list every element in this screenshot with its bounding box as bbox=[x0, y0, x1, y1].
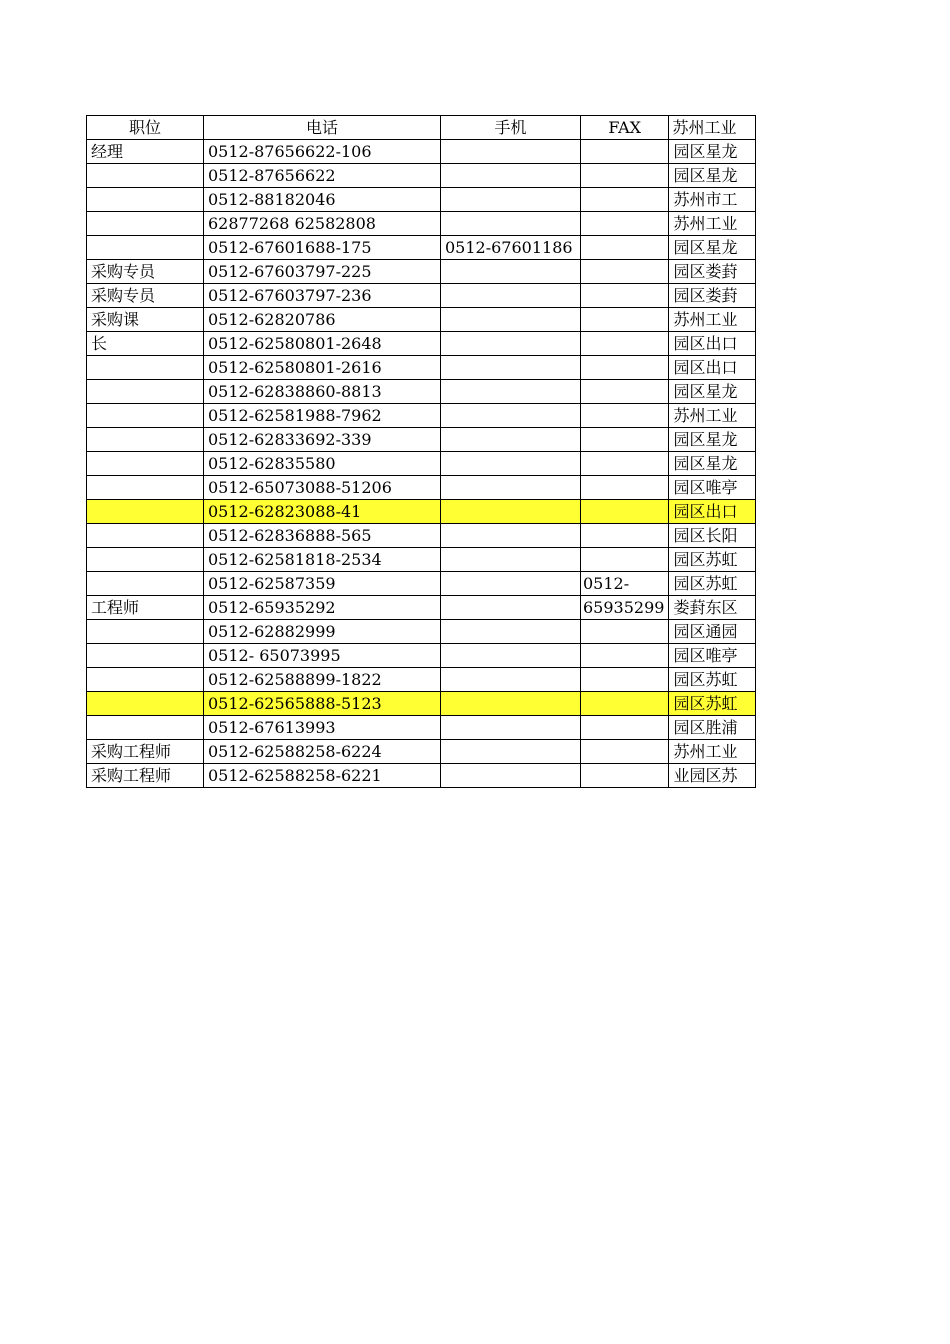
cell-address[interactable]: 园区星龙 bbox=[669, 380, 756, 404]
table-row bbox=[87, 548, 756, 572]
cell-address[interactable]: 园区星龙 bbox=[669, 140, 756, 164]
cell-position[interactable] bbox=[87, 644, 204, 668]
cell-fax[interactable] bbox=[581, 332, 669, 356]
cell-phone[interactable]: 0512- 65073995 bbox=[204, 644, 441, 668]
table-row bbox=[87, 572, 756, 596]
cell-mobile[interactable] bbox=[441, 380, 581, 404]
cell-mobile[interactable] bbox=[441, 668, 581, 692]
cell-phone[interactable]: 0512-87656622-106 bbox=[204, 140, 441, 164]
cell-address[interactable]: 苏州市工 bbox=[669, 188, 756, 212]
cell-position[interactable]: 采购专员 bbox=[87, 284, 204, 308]
table-row bbox=[87, 188, 756, 212]
table-row bbox=[87, 260, 756, 284]
header-fax[interactable]: FAX bbox=[581, 116, 669, 140]
cell-mobile[interactable] bbox=[441, 692, 581, 716]
cell-position[interactable] bbox=[87, 620, 204, 644]
cell-phone[interactable]: 0512-62588258-6221 bbox=[204, 764, 441, 788]
cell-mobile[interactable] bbox=[441, 188, 581, 212]
cell-fax[interactable] bbox=[581, 188, 669, 212]
cell-phone[interactable]: 0512-62565888-5123 bbox=[204, 692, 441, 716]
cell-position[interactable]: 长 bbox=[87, 332, 204, 356]
cell-mobile[interactable] bbox=[441, 740, 581, 764]
cell-phone[interactable]: 0512-65073088-51206 bbox=[204, 476, 441, 500]
table-row bbox=[87, 428, 756, 452]
cell-phone[interactable]: 0512-67603797-225 bbox=[204, 260, 441, 284]
table-row bbox=[87, 764, 756, 788]
table-row bbox=[87, 692, 756, 716]
table-row bbox=[87, 356, 756, 380]
cell-address[interactable]: 园区唯亭 bbox=[669, 476, 756, 500]
cell-position[interactable] bbox=[87, 476, 204, 500]
cell-mobile[interactable] bbox=[441, 548, 581, 572]
cell-position[interactable] bbox=[87, 212, 204, 236]
table-row bbox=[87, 212, 756, 236]
cell-address[interactable]: 园区出口 bbox=[669, 356, 756, 380]
cell-fax[interactable] bbox=[581, 668, 669, 692]
cell-fax[interactable] bbox=[581, 164, 669, 188]
cell-fax[interactable] bbox=[581, 356, 669, 380]
cell-position[interactable]: 工程师 bbox=[87, 596, 204, 620]
table-row bbox=[87, 308, 756, 332]
table-row bbox=[87, 716, 756, 740]
cell-position[interactable] bbox=[87, 164, 204, 188]
cell-phone[interactable]: 0512-62823088-41 bbox=[204, 500, 441, 524]
cell-phone[interactable]: 0512-87656622 bbox=[204, 164, 441, 188]
table-row bbox=[87, 164, 756, 188]
cell-address[interactable]: 园区苏虹 bbox=[669, 668, 756, 692]
cell-fax[interactable] bbox=[581, 476, 669, 500]
cell-fax[interactable]: 65935299 bbox=[581, 596, 669, 620]
cell-address[interactable]: 娄葑东区 bbox=[669, 596, 756, 620]
cell-address[interactable]: 园区星龙 bbox=[669, 428, 756, 452]
table-row bbox=[87, 452, 756, 476]
cell-mobile[interactable] bbox=[441, 572, 581, 596]
cell-position[interactable] bbox=[87, 716, 204, 740]
cell-phone[interactable]: 0512-62838860-8813 bbox=[204, 380, 441, 404]
cell-mobile[interactable] bbox=[441, 716, 581, 740]
cell-phone[interactable]: 0512-88182046 bbox=[204, 188, 441, 212]
cell-phone[interactable]: 0512-62580801-2648 bbox=[204, 332, 441, 356]
cell-position[interactable] bbox=[87, 452, 204, 476]
cell-address[interactable]: 苏州工业 bbox=[669, 308, 756, 332]
cell-fax[interactable] bbox=[581, 236, 669, 260]
cell-fax[interactable] bbox=[581, 548, 669, 572]
cell-address[interactable]: 园区星龙 bbox=[669, 164, 756, 188]
cell-address[interactable]: 苏州工业 bbox=[669, 404, 756, 428]
cell-position[interactable]: 采购专员 bbox=[87, 260, 204, 284]
cell-fax[interactable] bbox=[581, 428, 669, 452]
cell-position[interactable]: 采购工程师 bbox=[87, 740, 204, 764]
table-row bbox=[87, 596, 756, 620]
cell-position[interactable] bbox=[87, 524, 204, 548]
cell-phone[interactable]: 62877268 62582808 bbox=[204, 212, 441, 236]
cell-position[interactable] bbox=[87, 500, 204, 524]
cell-position[interactable] bbox=[87, 188, 204, 212]
cell-phone[interactable]: 0512-65935292 bbox=[204, 596, 441, 620]
table-row bbox=[87, 620, 756, 644]
cell-position[interactable] bbox=[87, 548, 204, 572]
cell-mobile[interactable]: 0512-67601186 bbox=[441, 236, 581, 260]
cell-fax[interactable] bbox=[581, 284, 669, 308]
table-row bbox=[87, 524, 756, 548]
cell-phone[interactable]: 0512-62833692-339 bbox=[204, 428, 441, 452]
cell-address[interactable]: 园区娄葑 bbox=[669, 284, 756, 308]
cell-mobile[interactable] bbox=[441, 428, 581, 452]
cell-mobile[interactable] bbox=[441, 596, 581, 620]
contact-table bbox=[86, 115, 756, 788]
header-position[interactable]: 职位 bbox=[87, 116, 204, 140]
cell-mobile[interactable] bbox=[441, 212, 581, 236]
cell-position[interactable] bbox=[87, 404, 204, 428]
cell-position[interactable] bbox=[87, 356, 204, 380]
cell-fax[interactable] bbox=[581, 692, 669, 716]
cell-mobile[interactable] bbox=[441, 476, 581, 500]
table-row bbox=[87, 404, 756, 428]
table-row bbox=[87, 668, 756, 692]
cell-mobile[interactable] bbox=[441, 524, 581, 548]
table-row bbox=[87, 140, 756, 164]
cell-position[interactable] bbox=[87, 572, 204, 596]
cell-phone[interactable]: 0512-62835580 bbox=[204, 452, 441, 476]
cell-address[interactable]: 园区娄葑 bbox=[669, 260, 756, 284]
cell-fax[interactable] bbox=[581, 716, 669, 740]
cell-fax[interactable] bbox=[581, 452, 669, 476]
cell-position[interactable]: 经理 bbox=[87, 140, 204, 164]
cell-mobile[interactable] bbox=[441, 644, 581, 668]
header-row bbox=[87, 116, 756, 140]
cell-fax[interactable] bbox=[581, 500, 669, 524]
cell-address[interactable]: 园区唯亭 bbox=[669, 644, 756, 668]
cell-address[interactable]: 园区星龙 bbox=[669, 236, 756, 260]
cell-address[interactable]: 园区出口 bbox=[669, 332, 756, 356]
cell-fax[interactable] bbox=[581, 644, 669, 668]
cell-phone[interactable]: 0512-62580801-2616 bbox=[204, 356, 441, 380]
cell-position[interactable] bbox=[87, 380, 204, 404]
cell-mobile[interactable] bbox=[441, 260, 581, 284]
header-phone[interactable]: 电话 bbox=[204, 116, 441, 140]
cell-mobile[interactable] bbox=[441, 332, 581, 356]
cell-phone[interactable]: 0512-67601688-175 bbox=[204, 236, 441, 260]
cell-position[interactable] bbox=[87, 692, 204, 716]
header-address[interactable]: 苏州工业 bbox=[669, 116, 756, 140]
table-body bbox=[87, 140, 756, 788]
cell-fax[interactable]: 0512- bbox=[581, 572, 669, 596]
cell-phone[interactable]: 0512-62581988-7962 bbox=[204, 404, 441, 428]
table-row bbox=[87, 380, 756, 404]
table-row bbox=[87, 284, 756, 308]
cell-phone[interactable]: 0512-62836888-565 bbox=[204, 524, 441, 548]
cell-address[interactable]: 业园区苏 bbox=[669, 764, 756, 788]
cell-mobile[interactable] bbox=[441, 308, 581, 332]
cell-fax[interactable] bbox=[581, 212, 669, 236]
cell-mobile[interactable] bbox=[441, 284, 581, 308]
cell-phone[interactable]: 0512-62882999 bbox=[204, 620, 441, 644]
table-row bbox=[87, 500, 756, 524]
cell-fax[interactable] bbox=[581, 260, 669, 284]
cell-address[interactable]: 园区苏虹 bbox=[669, 572, 756, 596]
table-row bbox=[87, 476, 756, 500]
cell-phone[interactable]: 0512-62588899-1822 bbox=[204, 668, 441, 692]
cell-address[interactable]: 园区胜浦 bbox=[669, 716, 756, 740]
cell-mobile[interactable] bbox=[441, 620, 581, 644]
cell-address[interactable]: 园区长阳 bbox=[669, 524, 756, 548]
cell-position[interactable] bbox=[87, 236, 204, 260]
cell-fax[interactable] bbox=[581, 140, 669, 164]
cell-position[interactable]: 采购工程师 bbox=[87, 764, 204, 788]
cell-fax[interactable] bbox=[581, 620, 669, 644]
table-row bbox=[87, 740, 756, 764]
cell-phone[interactable]: 0512-62588258-6224 bbox=[204, 740, 441, 764]
cell-fax[interactable] bbox=[581, 308, 669, 332]
cell-address[interactable]: 园区通园 bbox=[669, 620, 756, 644]
table-row bbox=[87, 644, 756, 668]
cell-fax[interactable] bbox=[581, 524, 669, 548]
cell-mobile[interactable] bbox=[441, 452, 581, 476]
cell-position[interactable] bbox=[87, 428, 204, 452]
table-row bbox=[87, 332, 756, 356]
cell-mobile[interactable] bbox=[441, 404, 581, 428]
cell-mobile[interactable] bbox=[441, 164, 581, 188]
cell-mobile[interactable] bbox=[441, 356, 581, 380]
cell-phone[interactable]: 0512-67613993 bbox=[204, 716, 441, 740]
cell-address[interactable]: 苏州工业 bbox=[669, 212, 756, 236]
table-row bbox=[87, 236, 756, 260]
cell-phone[interactable]: 0512-67603797-236 bbox=[204, 284, 441, 308]
cell-fax[interactable] bbox=[581, 404, 669, 428]
cell-mobile[interactable] bbox=[441, 140, 581, 164]
cell-address[interactable]: 园区星龙 bbox=[669, 452, 756, 476]
cell-address[interactable]: 园区苏虹 bbox=[669, 548, 756, 572]
cell-address[interactable]: 园区苏虹 bbox=[669, 692, 756, 716]
cell-phone[interactable]: 0512-62820786 bbox=[204, 308, 441, 332]
cell-address[interactable]: 园区出口 bbox=[669, 500, 756, 524]
cell-phone[interactable]: 0512-62587359 bbox=[204, 572, 441, 596]
cell-mobile[interactable] bbox=[441, 764, 581, 788]
cell-mobile[interactable] bbox=[441, 500, 581, 524]
cell-position[interactable]: 采购课 bbox=[87, 308, 204, 332]
cell-fax[interactable] bbox=[581, 380, 669, 404]
header-mobile[interactable]: 手机 bbox=[441, 116, 581, 140]
cell-fax[interactable] bbox=[581, 764, 669, 788]
cell-position[interactable] bbox=[87, 668, 204, 692]
cell-fax[interactable] bbox=[581, 740, 669, 764]
cell-address[interactable]: 苏州工业 bbox=[669, 740, 756, 764]
cell-phone[interactable]: 0512-62581818-2534 bbox=[204, 548, 441, 572]
